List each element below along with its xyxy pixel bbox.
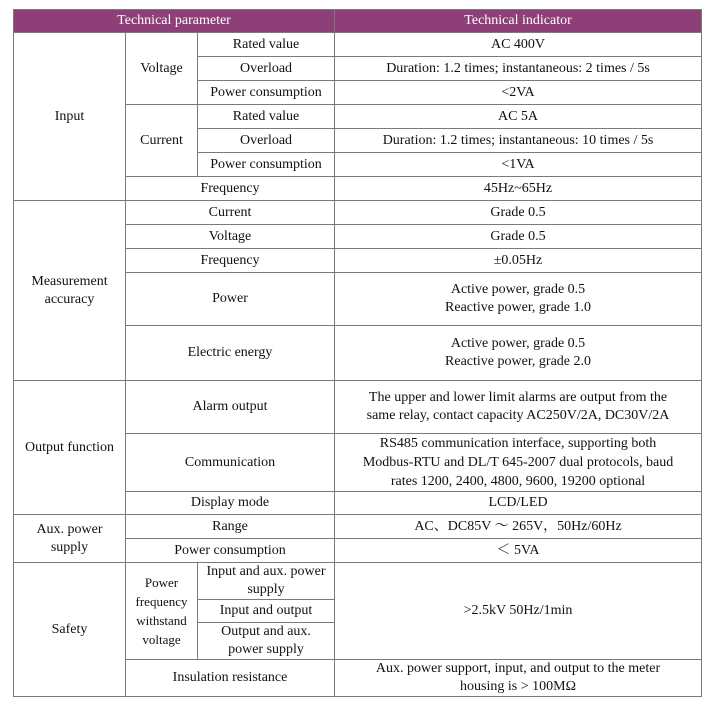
technical-spec-table: [13, 9, 702, 697]
subsection-label-line: frequency: [135, 594, 188, 609]
subsection-voltage: Voltage: [126, 33, 198, 105]
section-accuracy: [14, 201, 126, 381]
param-label: Power: [126, 273, 335, 326]
param-label: Electric energy: [126, 326, 335, 381]
value-line: rates 1200, 2400, 4800, 9600, 19200 optional: [390, 474, 646, 489]
value-line: Aux. power support, input, and output to the meter: [375, 661, 661, 676]
param-label: Input and output: [198, 600, 335, 623]
param-value: [335, 660, 702, 697]
value-line: RS485 communication interface, supporting both: [379, 436, 657, 451]
param-label: Power consumption: [126, 539, 335, 563]
header-indicator: Technical indicator: [335, 10, 702, 33]
param-value: <2VA: [335, 81, 702, 105]
value-line: Modbus-RTU and DL/T 645-2007 dual protocols, baud: [362, 455, 674, 470]
param-value: [335, 381, 702, 434]
section-aux-power: [14, 515, 126, 563]
param-value: Grade 0.5: [335, 201, 702, 225]
param-label: Overload: [198, 57, 335, 81]
param-value: 45Hz~65Hz: [335, 177, 702, 201]
param-label: Communication: [126, 434, 335, 492]
param-value: Duration: 1.2 times; instantaneous: 2 times / 5s: [335, 57, 702, 81]
param-value: ±0.05Hz: [335, 249, 702, 273]
label-line: Input and aux. power: [206, 564, 326, 579]
value-line: The upper and lower limit alarms are output from the: [368, 390, 668, 405]
label-line: Output and aux.: [221, 624, 311, 639]
param-label: Display mode: [126, 492, 335, 515]
param-label: Rated value: [198, 105, 335, 129]
param-label: [198, 623, 335, 660]
param-label: Insulation resistance: [126, 660, 335, 697]
subsection-label-line: withstand: [136, 613, 187, 628]
param-label: Frequency: [126, 177, 335, 201]
param-label: Overload: [198, 129, 335, 153]
param-label: [198, 563, 335, 600]
table-row: [14, 201, 702, 225]
param-value: Grade 0.5: [335, 225, 702, 249]
section-label-line: Measurement: [31, 273, 108, 289]
table-row: [14, 381, 702, 434]
param-value: AC、DC85V ～ 265V，50Hz/60Hz: [335, 515, 702, 539]
subsection-current: Current: [126, 105, 198, 177]
section-output: Output function: [14, 381, 126, 515]
section-safety: Safety: [14, 563, 126, 697]
label-line: power supply: [228, 642, 304, 657]
param-label: Power consumption: [198, 81, 335, 105]
subsection-label-line: voltage: [142, 632, 181, 647]
value-line: Active power, grade 0.5: [450, 282, 586, 297]
section-label-line: accuracy: [44, 291, 95, 307]
param-value: [335, 434, 702, 492]
table-row: [14, 33, 702, 57]
header-row: [14, 10, 702, 33]
param-label: Alarm output: [126, 381, 335, 434]
param-value: [335, 326, 702, 381]
subsection-withstand-voltage: [126, 563, 198, 660]
param-label: Frequency: [126, 249, 335, 273]
table-row: [14, 515, 702, 539]
param-label: Current: [126, 201, 335, 225]
param-value: AC 5A: [335, 105, 702, 129]
label-line: supply: [247, 582, 285, 597]
param-value: AC 400V: [335, 33, 702, 57]
subsection-label-line: Power: [144, 575, 179, 590]
param-value: ＜ 5VA: [335, 539, 702, 563]
value-line: housing is > 100MΩ: [460, 679, 576, 694]
param-value: <1VA: [335, 153, 702, 177]
value-line: Reactive power, grade 2.0: [445, 354, 592, 369]
param-label: Power consumption: [198, 153, 335, 177]
param-value: >2.5kV 50Hz/1min: [335, 563, 702, 660]
param-value: Duration: 1.2 times; instantaneous: 10 times / 5s: [335, 129, 702, 153]
param-label: Range: [126, 515, 335, 539]
value-line: same relay, contact capacity AC250V/2A, DC30V/2A: [366, 408, 670, 423]
param-value: LCD/LED: [335, 492, 702, 515]
section-label-line: Aux. power: [36, 521, 103, 537]
table-row: [14, 563, 702, 600]
section-label-line: supply: [50, 539, 89, 555]
value-line: Reactive power, grade 1.0: [445, 300, 592, 315]
value-line: Active power, grade 0.5: [450, 336, 586, 351]
section-input: Input: [14, 33, 126, 201]
param-value: [335, 273, 702, 326]
param-label: Rated value: [198, 33, 335, 57]
param-label: Voltage: [126, 225, 335, 249]
header-parameter: Technical parameter: [14, 10, 335, 33]
